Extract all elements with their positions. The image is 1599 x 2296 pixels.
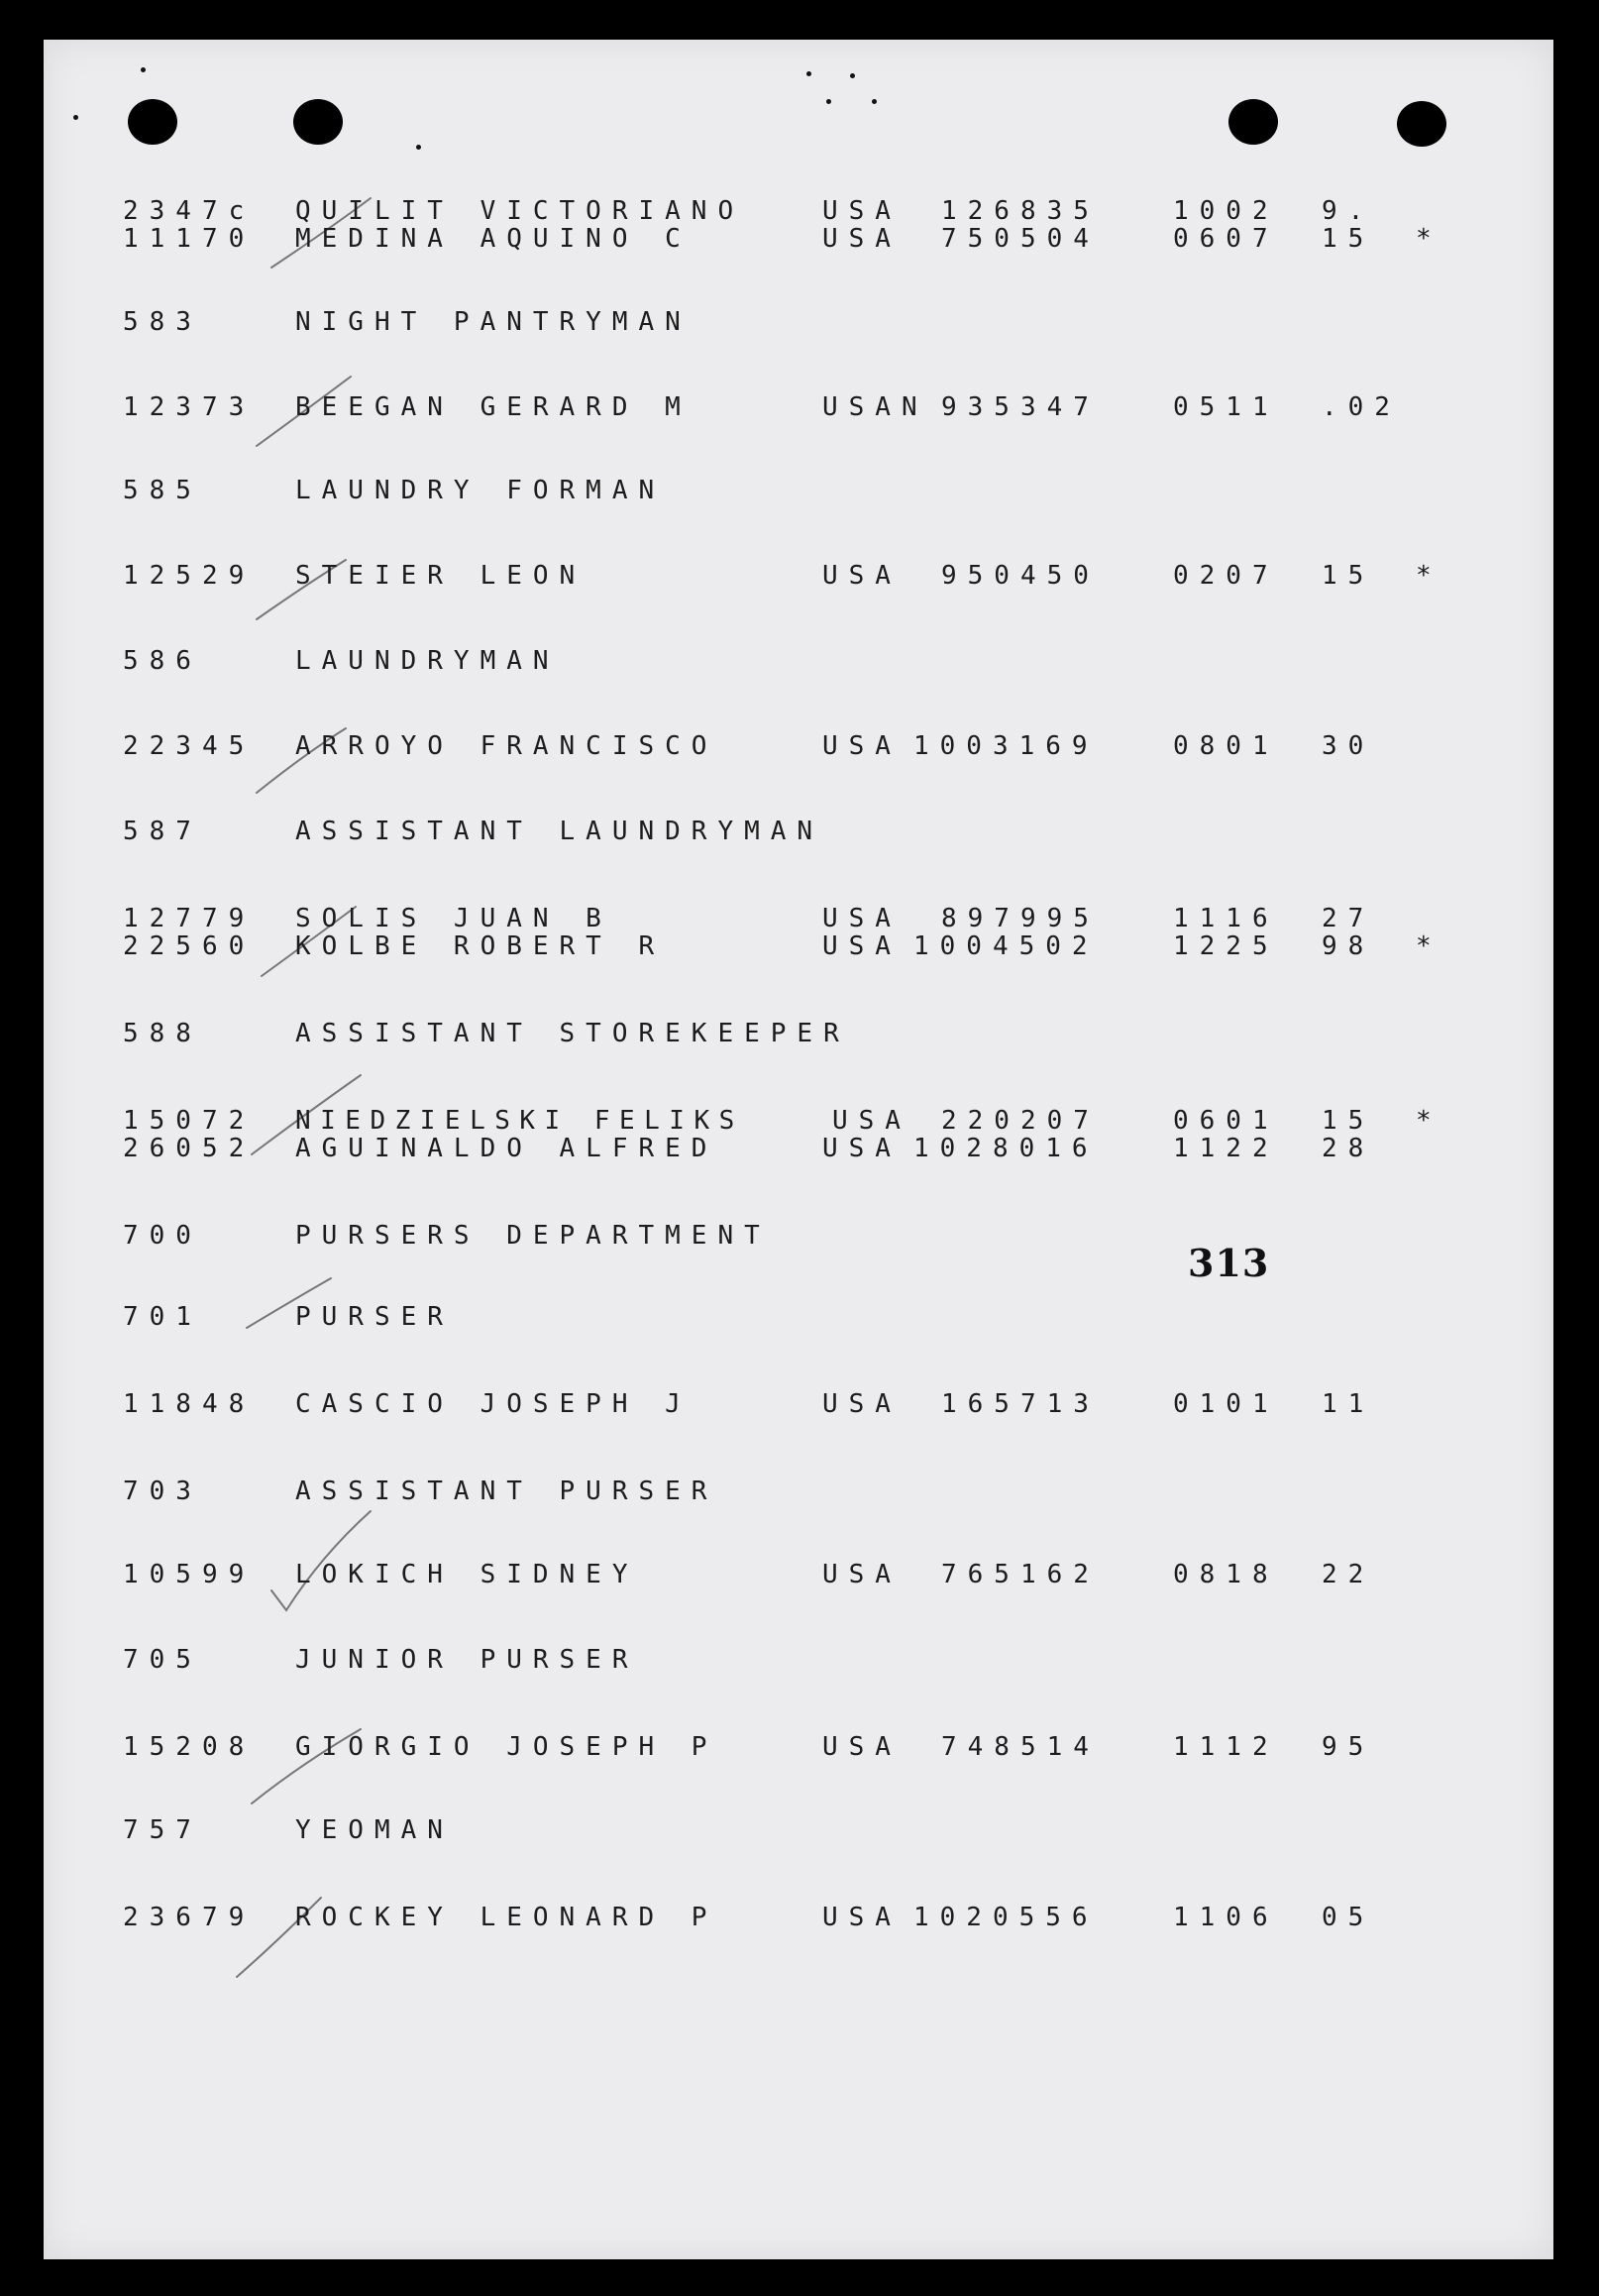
entry-date: 0207 — [1173, 561, 1279, 591]
section-title: YEOMAN — [295, 1815, 454, 1845]
ledger-row — [44, 1560, 1553, 1589]
entry-id: 12373 — [123, 392, 256, 422]
entry-nationality: USA — [822, 1732, 902, 1762]
section-heading — [44, 1302, 1553, 1332]
entry-number: 1003169 — [913, 731, 1099, 761]
section-title: ASSISTANT PURSER — [295, 1476, 718, 1506]
entry-date: 1116 — [1173, 904, 1279, 933]
section-heading — [44, 646, 1553, 676]
entry-number: 126835 — [941, 196, 1100, 226]
entry-value: 22 — [1322, 1560, 1375, 1589]
ledger-row — [44, 224, 1553, 254]
entry-name: KOLBE ROBERT R — [295, 931, 666, 961]
entry-nationality: USAN — [822, 392, 928, 422]
section-title: NIGHT PANTRYMAN — [295, 307, 692, 337]
section-heading — [44, 1221, 1553, 1251]
entry-mark: * — [1416, 931, 1432, 961]
entry-number: 765162 — [941, 1560, 1100, 1589]
entry-value: 05 — [1322, 1903, 1375, 1932]
section-heading — [44, 817, 1553, 846]
section-title: LAUNDRY FORMAN — [295, 476, 666, 505]
entry-number: 748514 — [941, 1732, 1100, 1762]
entry-id: 11170 — [123, 224, 256, 254]
entry-date: 0607 — [1173, 224, 1279, 254]
entry-id: 10599 — [123, 1560, 256, 1589]
entry-date: 0101 — [1173, 1389, 1279, 1419]
entry-name: NIEDZIELSKI FELIKS — [295, 1106, 744, 1136]
entry-id: 2347c — [123, 196, 256, 226]
entry-mark: * — [1416, 561, 1432, 591]
entry-value: 15 — [1322, 561, 1375, 591]
entry-mark: * — [1416, 224, 1432, 254]
entry-name: QUILIT VICTORIANO — [295, 196, 745, 226]
section-code: 583 — [123, 307, 202, 337]
section-code: 587 — [123, 817, 202, 846]
entry-date: 1225 — [1173, 931, 1279, 961]
section-heading — [44, 307, 1553, 337]
entry-nationality: USA — [822, 224, 902, 254]
ledger-row — [44, 1106, 1553, 1136]
entry-name: AGUINALDO ALFRED — [295, 1134, 718, 1163]
personnel-ledger — [44, 40, 1553, 2259]
entry-id: 15208 — [123, 1732, 256, 1762]
entry-value: 9. — [1322, 196, 1375, 226]
section-code: 586 — [123, 646, 202, 676]
entry-name: GIORGIO JOSEPH P — [295, 1732, 718, 1762]
entry-nationality: USA — [822, 1389, 902, 1419]
entry-value: 95 — [1322, 1732, 1375, 1762]
ledger-row — [44, 196, 1553, 226]
section-code: 585 — [123, 476, 202, 505]
ledger-row — [44, 1134, 1553, 1163]
section-code: 757 — [123, 1815, 202, 1845]
section-code: 701 — [123, 1302, 202, 1332]
entry-nationality: USA — [822, 561, 902, 591]
section-code: 588 — [123, 1019, 202, 1048]
entry-date: 0818 — [1173, 1560, 1279, 1589]
entry-id: 22345 — [123, 731, 256, 761]
section-title: JUNIOR PURSER — [295, 1645, 639, 1675]
entry-value: 15 — [1322, 1106, 1375, 1136]
entry-name: ARROYO FRANCISCO — [295, 731, 718, 761]
entry-value: 28 — [1322, 1134, 1375, 1163]
entry-name: STEIER LEON — [295, 561, 586, 591]
entry-name: SOLIS JUAN B — [295, 904, 612, 933]
section-title: ASSISTANT STOREKEEPER — [295, 1019, 850, 1048]
entry-nationality: USA — [822, 731, 902, 761]
entry-nationality: USA — [832, 1106, 911, 1136]
entry-name: LOKICH SIDNEY — [295, 1560, 639, 1589]
entry-date: 0801 — [1173, 731, 1279, 761]
section-code: 703 — [123, 1476, 202, 1506]
section-heading — [44, 1815, 1553, 1845]
section-heading — [44, 1476, 1553, 1506]
entry-date: 1122 — [1173, 1134, 1279, 1163]
entry-date: 0601 — [1173, 1106, 1279, 1136]
entry-number: 950450 — [941, 561, 1100, 591]
section-heading — [44, 476, 1553, 505]
entry-date: 0511 — [1173, 392, 1279, 422]
entry-value: 27 — [1322, 904, 1375, 933]
section-title: PURSERS DEPARTMENT — [295, 1221, 771, 1251]
entry-date: 1106 — [1173, 1903, 1279, 1932]
entry-id: 15072 — [123, 1106, 256, 1136]
entry-nationality: USA — [822, 931, 902, 961]
entry-id: 12529 — [123, 561, 256, 591]
entry-number: 1020556 — [913, 1903, 1099, 1932]
entry-name: ROCKEY LEONARD P — [295, 1903, 718, 1932]
entry-value: 98 — [1322, 931, 1375, 961]
entry-number: 1028016 — [913, 1134, 1099, 1163]
entry-id: 23679 — [123, 1903, 256, 1932]
entry-nationality: USA — [822, 196, 902, 226]
entry-number: 1004502 — [913, 931, 1099, 961]
entry-nationality: USA — [822, 1903, 902, 1932]
entry-name: BEEGAN GERARD M — [295, 392, 692, 422]
entry-nationality: USA — [822, 1134, 902, 1163]
ledger-row — [44, 904, 1553, 933]
entry-value: .02 — [1322, 392, 1401, 422]
entry-date: 1002 — [1173, 196, 1279, 226]
section-title: PURSER — [295, 1302, 454, 1332]
section-title: LAUNDRYMAN — [295, 646, 560, 676]
ledger-row — [44, 1732, 1553, 1762]
ledger-row — [44, 931, 1553, 961]
entry-name: MEDINA AQUINO C — [295, 224, 692, 254]
ledger-row — [44, 1903, 1553, 1932]
section-code: 700 — [123, 1221, 202, 1251]
entry-value: 15 — [1322, 224, 1375, 254]
entry-number: 165713 — [941, 1389, 1100, 1419]
entry-number: 935347 — [941, 392, 1100, 422]
page-number: 313 — [1188, 1241, 1270, 1285]
section-heading — [44, 1645, 1553, 1675]
entry-date: 1112 — [1173, 1732, 1279, 1762]
entry-nationality: USA — [822, 1560, 902, 1589]
entry-mark: * — [1416, 1106, 1432, 1136]
entry-id: 12779 — [123, 904, 256, 933]
section-title: ASSISTANT LAUNDRYMAN — [295, 817, 824, 846]
entry-number: 750504 — [941, 224, 1100, 254]
entry-value: 30 — [1322, 731, 1375, 761]
ledger-row — [44, 731, 1553, 761]
entry-number: 897995 — [941, 904, 1100, 933]
entry-name: CASCIO JOSEPH J — [295, 1389, 692, 1419]
document-page — [44, 40, 1553, 2259]
ledger-row — [44, 392, 1553, 422]
entry-id: 26052 — [123, 1134, 256, 1163]
section-heading — [44, 1019, 1553, 1048]
ledger-row — [44, 1389, 1553, 1419]
entry-id: 22560 — [123, 931, 256, 961]
entry-value: 11 — [1322, 1389, 1375, 1419]
entry-nationality: USA — [822, 904, 902, 933]
section-code: 705 — [123, 1645, 202, 1675]
ledger-row — [44, 561, 1553, 591]
entry-number: 220207 — [941, 1106, 1100, 1136]
entry-id: 11848 — [123, 1389, 256, 1419]
